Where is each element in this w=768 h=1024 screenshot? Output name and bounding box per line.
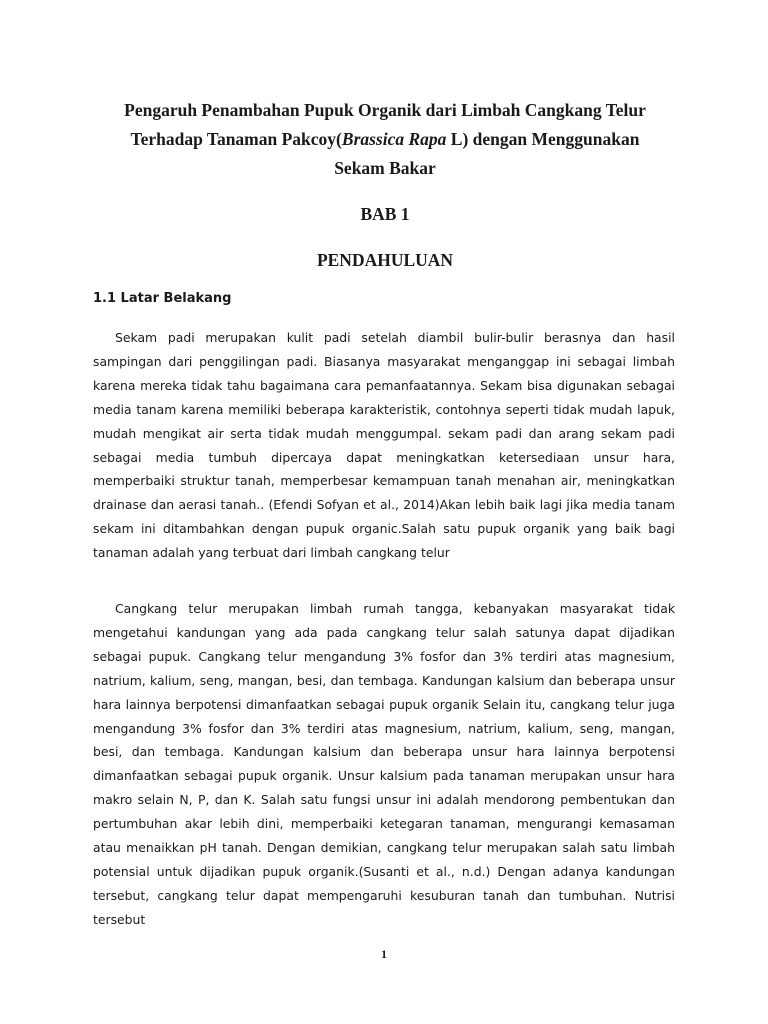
species-name: Brassica Rapa bbox=[341, 129, 447, 149]
title-line-1: Pengaruh Penambahan Pupuk Organik dari Limbah Cangkang Telur bbox=[124, 100, 646, 120]
title-line-2-start: Terhadap Tanaman Pakcoy( bbox=[130, 129, 342, 149]
chapter-number: BAB 1 bbox=[360, 204, 410, 224]
paragraph-1: Sekam padi merupakan kulit padi setelah diambil bulir-bulir berasnya dan hasil sampingan dari penggilingan padi. Biasanya masyarakat menganggap ini sebagai limbah karena mereka tidak tahu bagaimana cara pemanfaatannya. Sekam bisa digunakan sebagai media tanam karena memiliki beberapa karakteristik, contohnya seperti tidak mudah lapuk, mudah mengikat air serta tidak mudah menggumpal. sekam padi dan arang sekam padi sebagai media tumbuh dipercaya dapat meningkatkan ketersediaan unsur hara, memperbaiki struktur tanah, memperbesar kemampuan tanah menahan air, meningkatkan drainase dan aerasi tanah.. (Efendi Sofyan et al., 2014)Akan lebih baik lagi jika media tanam sekam ini ditambahkan dengan pupuk organic.Salah satu pupuk organik yang baik bagi tanaman adalah yang terbuat dari limbah cangkang telur bbox=[93, 330, 675, 561]
document-title bbox=[60, 96, 710, 183]
chapter-title: PENDAHULUAN bbox=[316, 250, 454, 270]
title-line-2-end: L) dengan Menggunakan bbox=[446, 129, 640, 149]
title-line-2 bbox=[60, 125, 710, 154]
page-number: 1 bbox=[381, 947, 387, 961]
paragraph-2: Cangkang telur merupakan limbah rumah tangga, kebanyakan masyarakat tidak mengetahui kandungan yang ada pada cangkang telur salah satunya dapat dijadikan sebagai pupuk. Cangkang telur mengandung 3% fosfor dan 3% terdiri atas magnesium, natrium, kalium, seng, mangan, besi, dan tembaga. Kandungan kalsium dan beberapa unsur hara lainnya berpotensi dimanfaatkan sebagai pupuk organik Selain itu, cangkang telur juga mengandung 3% fosfor dan 3% terdiri atas magnesium, natrium, kalium, seng, mangan, besi, dan tembaga. Kandungan kalsium dan beberapa unsur hara lainnya berpotensi dimanfaatkan sebagai pupuk organik. Unsur kalsium pada tanaman merupakan unsur hara makro selain N, P, dan K. Salah satu fungsi unsur ini adalah mendorong pembentukan dan pertumbuhan akar lebih dini, memperbaiki ketegaran tanaman, mengurangi kemasaman atau menaikkan pH tanah. Dengan demikian, cangkang telur merupakan salah satu limbah potensial untuk dijadikan pupuk organik.(Susanti et al., n.d.) Dengan adanya kandungan tersebut, cangkang telur dapat mempengaruhi kesuburan tanah dan tumbuhan. Nutrisi tersebut bbox=[93, 601, 675, 927]
title-line-3: Sekam Bakar bbox=[334, 158, 436, 178]
section-heading: 1.1 Latar Belakang bbox=[93, 291, 232, 306]
